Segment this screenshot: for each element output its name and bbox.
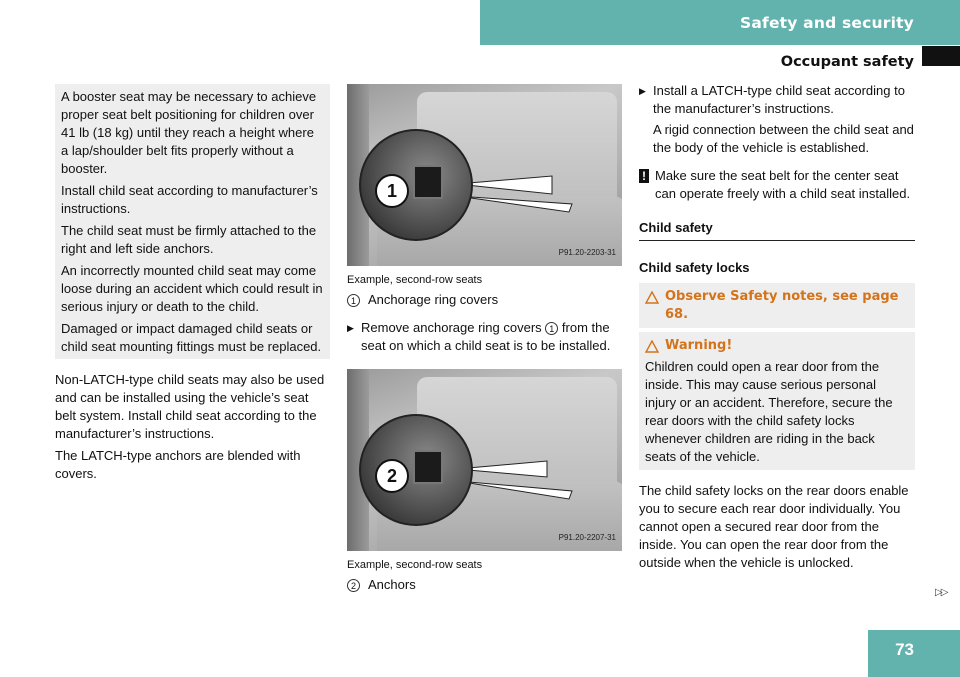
instruction-text-after: from the seat on which a child seat is to be installed. xyxy=(361,320,611,353)
warning-header xyxy=(645,288,909,324)
figure-legend xyxy=(347,291,622,309)
legend-text: Anchorage ring covers xyxy=(368,292,499,307)
callout-number: 2 xyxy=(375,459,409,493)
safety-notes-link[interactable]: Observe Safety notes, see page 68. xyxy=(665,289,899,322)
callout-pointer xyxy=(457,196,572,212)
legend-number: 2 xyxy=(347,579,360,592)
section-heading: Child safety xyxy=(639,219,915,241)
notice xyxy=(639,167,915,203)
figure-caption: Example, second-row seats xyxy=(347,559,483,571)
warning-title: Warning! xyxy=(665,338,733,353)
exclamation-icon: ! xyxy=(639,169,649,183)
box-paragraph: The child seat must be firmly attached to the right and left side anchors. xyxy=(61,223,317,256)
callout-pointer xyxy=(457,481,572,499)
box-paragraph: An incorrectly mounted child seat may come loose during an accident which could result in serious injury or death to the child. xyxy=(61,263,323,314)
box-paragraph: A booster seat may be necessary to achieve proper seat belt positioning for children over 41 lb (18 kg) until they reach a height where a lap/shoulder belt fits properly without a booster. xyxy=(61,89,317,176)
figure-anchors xyxy=(347,369,622,551)
legend-number: 1 xyxy=(347,294,360,307)
triangle-right-icon: ▶ xyxy=(347,323,354,333)
legend-text: Anchors xyxy=(368,577,416,592)
instruction-step xyxy=(639,82,915,118)
instruction-text xyxy=(361,319,622,355)
figure-caption: Example, second-row seats xyxy=(347,274,483,286)
anchor-bracket xyxy=(413,450,443,484)
instruction-text: Install a LATCH-type child seat according to the manufacturer’s instructions. xyxy=(653,83,905,116)
warning-triangle-icon xyxy=(645,291,659,304)
sub-heading: Child safety locks xyxy=(639,260,750,275)
anchor-cover xyxy=(413,165,443,199)
callout-number: 1 xyxy=(375,174,409,208)
warning-text: Children could open a rear door from the inside. This may cause serious personal injury or an accident. Therefore, secure the rear doors with the child safety locks whenever children are riding in the back seats of the vehicle. xyxy=(645,359,893,464)
middle-column xyxy=(347,84,622,594)
section-header-tab xyxy=(480,0,960,45)
body-paragraph: The LATCH-type anchors are blended with covers. xyxy=(55,448,301,481)
instruction-text-before: Remove anchorage ring covers xyxy=(361,320,542,335)
subsection-title: Occupant safety xyxy=(780,54,914,70)
figure-anchorage-ring-covers xyxy=(347,84,622,266)
warning-box xyxy=(639,332,915,470)
figure-code: P91.20-2203-31 xyxy=(558,248,616,257)
instruction-step xyxy=(347,319,622,355)
box-paragraph: Install child seat according to manufacturer’s instructions. xyxy=(61,183,318,216)
figure-legend xyxy=(347,576,622,594)
warning-triangle-icon xyxy=(645,340,659,353)
continue-icon: ▷▷ xyxy=(935,587,947,598)
right-column xyxy=(639,82,915,576)
figure-code: P91.20-2207-31 xyxy=(558,533,616,542)
page-number: 73 xyxy=(895,640,914,659)
instruction-result: A rigid connection between the child seat and the body of the vehicle is established. xyxy=(653,122,914,155)
thumb-index-tab xyxy=(922,46,960,66)
instruction-number: 1 xyxy=(545,322,558,335)
warning-header xyxy=(645,337,909,355)
child-seat-warning-box xyxy=(55,84,330,359)
section-title: Safety and security xyxy=(739,13,914,32)
body-paragraph: The child safety locks on the rear doors enable you to secure each rear door individually. You cannot open a secured rear door from the inside. You can open the rear door from the outside when the vehicle is unlocked. xyxy=(639,483,909,570)
notice-text: Make sure the seat belt for the center seat can operate freely with a child seat installed. xyxy=(655,168,911,201)
safety-notes-box xyxy=(639,283,915,328)
body-paragraph: Non-LATCH-type child seats may also be used and can be installed using the vehicle’s seat belt system. Install child seat according to the manufacturer’s instructions. xyxy=(55,372,325,441)
page-number-tab xyxy=(868,630,960,677)
box-paragraph: Damaged or impact damaged child seats or child seat mounting fittings must be replaced. xyxy=(61,321,322,354)
left-column xyxy=(55,84,330,487)
triangle-right-icon: ▶ xyxy=(639,86,646,96)
